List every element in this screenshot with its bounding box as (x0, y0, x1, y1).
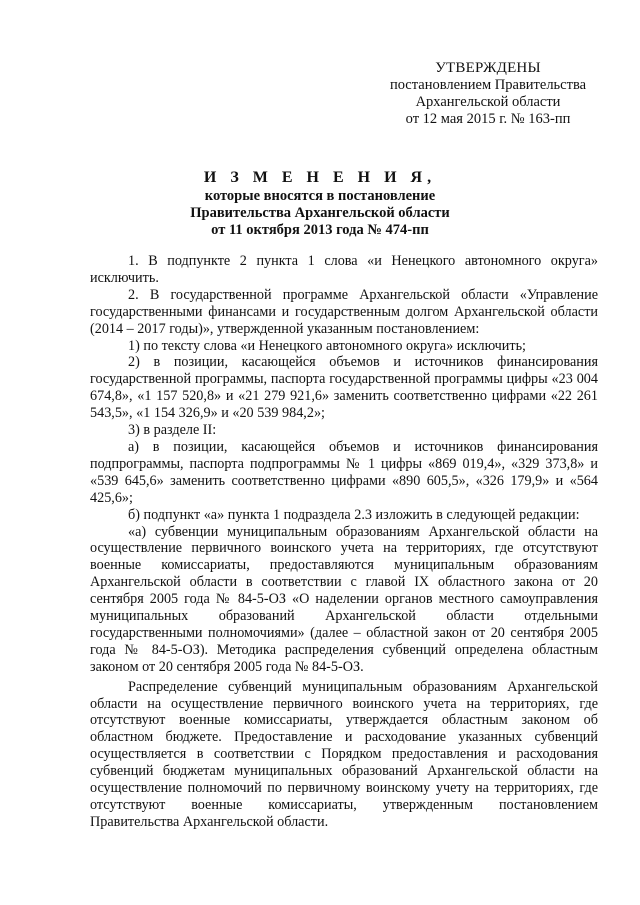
paragraph-distribution: Распределение субвенций муниципальным образованиям Архангельской области на осуществление первичного воинского учета на территориях, где отсутствуют военные комиссариаты, утверждается областным законом об областном бюджете. Предоставление и расходование указанных субвенций осуществляется в соответствии с Порядком предоставления и расходования субвенций бюджетам муниципальных образований Архангельской области на осуществление полномочий по первичному воинскому учету на территориях, где отсутствуют военные комиссариаты, утвержденным постановлением Правительства Архангельской области. (90, 678, 598, 830)
paragraph-subitem-a: а) в позиции, касающейся объемов и источников финансирования подпрограммы, паспорта подпрограммы № 1 цифры «869 019,4», «329 373,8» и «539 645,6» заменить соответственно цифрами «890 605,5», «326 179,9» и «564 425,6»; (90, 438, 598, 506)
approval-line-2: Архангельской области (415, 94, 561, 110)
paragraph-subitem-2: 2) в позиции, касающейся объемов и источников финансирования государственной программы, паспорта государственной программы цифры «23 004 674,8», «1 157 520,8» и «21 279 921,6» заменить соответственно цифрами «22 261 543,5», «1 154 326,9» и «20 539 984,2»; (90, 354, 598, 422)
paragraph-subitem-1: 1) по тексту слова «и Ненецкого автономного округа» исключить; (128, 337, 526, 354)
document-heading (140, 168, 500, 239)
paragraph-subitem-b: б) подпункт «а» пункта 1 подраздела 2.3 изложить в следующей редакции: (128, 506, 580, 523)
paragraph-subitem-3: 3) в разделе II: (128, 422, 217, 439)
heading-line-3: от 11 октября 2013 года № 474-пп (211, 222, 429, 238)
paragraph-item-2: 2. В государственной программе Архангельской области «Управление государственными финансами и государственным долгом Архангельской области (2014 – 2017 годы)», утвержденной указанным постановлением: (90, 286, 598, 337)
approval-line-1: постановлением Правительства (389, 77, 587, 93)
heading-line-1: которые вносятся в постановление (204, 188, 436, 204)
approval-line-3: от 12 мая 2015 г. № 163-пп (405, 111, 571, 127)
document-body (90, 253, 598, 831)
heading-line-2: Правительства Архангельской области (190, 205, 450, 221)
paragraph-quoted-a: «а) субвенции муниципальным образованиям Архангельской области на осуществление первичного воинского учета на территориях, где отсутствуют военные комиссариаты, предоставляются муниципальным образованиям Архангельской области в соответствии с главой IX областного закона от 20 сентября 2005 года № 84-5-ОЗ «О наделении органов местного самоуправления муниципальных образований Архангельской области отдельными государственными полномочиями» (далее – областной закон от 20 сентября 2005 года № 84-5-ОЗ). Методика распределения субвенций определена областным законом от 20 сентября 2005 года № 84-5-ОЗ. (90, 523, 598, 675)
heading-title: И З М Е Н Е Н И Я, (203, 169, 437, 186)
approval-title: УТВЕРЖДЕНЫ (435, 60, 541, 76)
approval-stamp (370, 60, 606, 128)
paragraph-item-1: 1. В подпункте 2 пункта 1 слова «и Ненецкого автономного округа» исключить. (90, 253, 598, 286)
